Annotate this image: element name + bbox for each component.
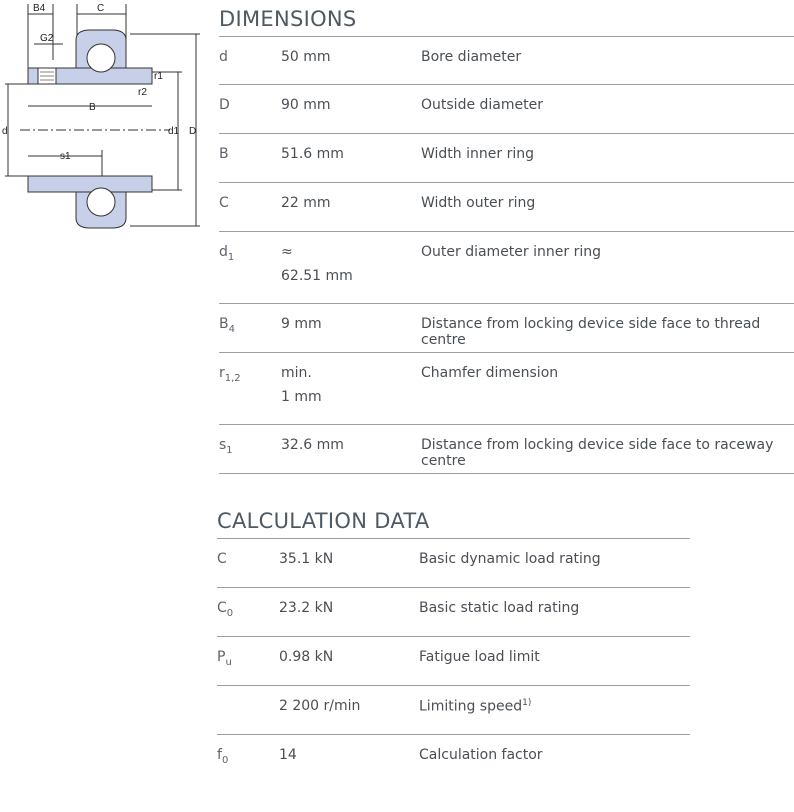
dimension-row bbox=[219, 183, 794, 232]
row-symbol: $P_u$ bbox=[217, 649, 232, 668]
calculation-row bbox=[217, 637, 690, 686]
row-symbol bbox=[217, 686, 279, 735]
dimension-value: 9 mm bbox=[281, 316, 322, 332]
dimension-row bbox=[219, 425, 794, 474]
calculation-value: 2 200 r/min bbox=[279, 698, 361, 714]
dimension-value: 22 mm bbox=[281, 195, 331, 211]
calculation-value: 23.2 kN bbox=[279, 600, 334, 616]
dimension-value: 50 mm bbox=[281, 49, 331, 65]
calculation-row bbox=[217, 539, 690, 588]
dimensions-table bbox=[219, 36, 794, 474]
row-symbol: B bbox=[219, 146, 229, 162]
dimension-description: Width outer ring bbox=[421, 195, 536, 211]
dimension-row bbox=[219, 232, 794, 304]
dimension-description: Outer diameter inner ring bbox=[421, 244, 601, 260]
calculation-section bbox=[217, 504, 690, 784]
dimension-value: 90 mm bbox=[281, 97, 331, 113]
dimension-row bbox=[219, 37, 794, 85]
dimensions-section bbox=[219, 2, 794, 474]
calculation-description: Basic static load rating bbox=[419, 600, 580, 616]
dimension-value: ≈ 62.51 mm bbox=[281, 244, 353, 284]
bearing-cross-section-diagram bbox=[0, 0, 210, 240]
row-symbol: $B_4$ bbox=[219, 316, 235, 335]
dimension-description: Distance from locking device side face to raceway centre bbox=[421, 437, 774, 469]
calculation-title: CALCULATION DATA bbox=[217, 509, 430, 533]
dimension-description: Distance from locking device side face to thread centre bbox=[421, 316, 761, 348]
calculation-row bbox=[217, 686, 690, 735]
diagram-label-dd: D bbox=[189, 126, 197, 137]
row-symbol: C bbox=[219, 195, 229, 211]
diagram-label-d: d bbox=[2, 126, 8, 137]
diagram-label-b4: B4 bbox=[33, 3, 46, 14]
row-symbol: $f_0$ bbox=[217, 747, 229, 766]
row-symbol: C bbox=[217, 551, 227, 567]
row-symbol: D bbox=[219, 97, 230, 113]
diagram-label-s1: s1 bbox=[60, 151, 71, 162]
calculation-row bbox=[217, 588, 690, 637]
diagram-label-c: C bbox=[97, 3, 105, 14]
dimension-description: Bore diameter bbox=[421, 49, 522, 65]
calculation-row bbox=[217, 735, 690, 784]
calculation-description: Calculation factor bbox=[419, 747, 543, 763]
calculation-value: 0.98 kN bbox=[279, 649, 334, 665]
dimension-value: 32.6 mm bbox=[281, 437, 344, 453]
diagram-label-b: B bbox=[89, 102, 96, 113]
dimension-row bbox=[219, 353, 794, 425]
dimension-value: min. 1 mm bbox=[281, 365, 322, 405]
dimension-description: Outside diameter bbox=[421, 97, 543, 113]
calculation-table bbox=[217, 538, 690, 784]
dimensions-title: DIMENSIONS bbox=[219, 7, 357, 31]
calculation-description: Limiting speed$^{1)}$ bbox=[419, 698, 532, 715]
calculation-value: 14 bbox=[279, 747, 297, 763]
dimension-row bbox=[219, 134, 794, 183]
diagram-label-r2: r2 bbox=[138, 87, 147, 98]
dimension-description: Chamfer dimension bbox=[421, 365, 559, 381]
calculation-description: Basic dynamic load rating bbox=[419, 551, 601, 567]
diagram-label-g2: G2 bbox=[40, 33, 54, 44]
dimension-row bbox=[219, 85, 794, 134]
row-symbol: $C_0$ bbox=[217, 600, 234, 619]
row-symbol: $r_{1,2}$ bbox=[219, 365, 241, 384]
diagram-label-d1: d1 bbox=[168, 126, 180, 137]
calculation-description: Fatigue load limit bbox=[419, 649, 540, 665]
row-symbol: $s_1$ bbox=[219, 437, 233, 456]
row-symbol: $d_1$ bbox=[219, 244, 235, 263]
dimension-row bbox=[219, 304, 794, 353]
row-symbol: d bbox=[219, 49, 228, 65]
dimension-description: Width inner ring bbox=[421, 146, 534, 162]
calculation-value: 35.1 kN bbox=[279, 551, 334, 567]
diagram-label-r1: r1 bbox=[154, 71, 163, 82]
dimension-value: 51.6 mm bbox=[281, 146, 344, 162]
